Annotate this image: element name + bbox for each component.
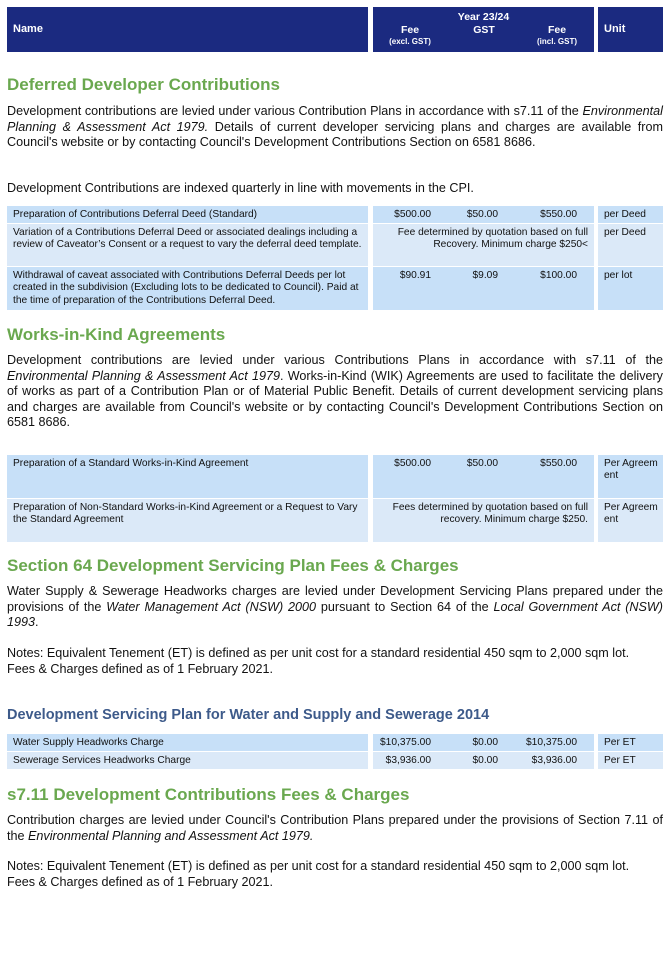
s711-p1-text-a: Contribution charges are levied under Council's Contribution Plans prepared under the provisions of Section 7.11 of the	[7, 813, 663, 843]
dsp-heading: Development Servicing Plan for Water and Supply and Sewerage 2014	[7, 707, 490, 723]
fee-incl-gst: $550.00	[540, 209, 577, 220]
table-row	[7, 206, 663, 223]
row-unit-cell	[598, 499, 663, 542]
table-row	[7, 455, 663, 498]
gst-amount: $50.00	[466, 458, 498, 469]
row-name-cell	[7, 455, 368, 498]
row-fee-cell	[373, 734, 594, 751]
s64-p1-text-c: .	[35, 615, 39, 630]
s64-p1-text-b: pursuant to Section 64 of the	[316, 599, 494, 614]
header-name-cell	[7, 7, 368, 52]
s64-notes	[7, 646, 663, 677]
row-unit: Per Agreement	[604, 458, 658, 482]
row-unit: Per ET	[604, 737, 636, 748]
s711-heading: s7.11 Development Contributions Fees & Charges	[7, 785, 410, 804]
table-row	[7, 499, 663, 542]
row-unit: Per Agreement	[604, 502, 658, 526]
s64-paragraph	[7, 584, 663, 631]
s64-p1-water-act: Water Management Act (NSW) 2000	[106, 599, 317, 614]
gst-amount: $0.00	[472, 755, 498, 766]
wik-heading: Works-in-Kind Agreements	[7, 325, 226, 344]
row-unit-cell	[598, 734, 663, 751]
wik-p1-act: Environmental Planning & Assessment Act 1979	[7, 368, 280, 383]
header-fee-excl-label: Fee	[400, 24, 420, 36]
row-name: Variation of a Contributions Deferral Deed or associated dealings including a review of Caveator’s Consent or a request to vary the deferral deed template.	[13, 227, 362, 251]
row-unit: per lot	[604, 270, 633, 281]
row-unit-cell	[598, 224, 663, 266]
row-name-cell	[7, 206, 368, 223]
row-name: Preparation of Non-Standard Works-in-Kind Agreement or a Request to Vary the Standard Agreement	[13, 502, 358, 526]
s64-et-note: Notes: Equivalent Tenement (ET) is defined as per unit cost for a standard residential 450 sqm to 2,000 sqm lot.	[7, 646, 630, 660]
table-row	[7, 734, 663, 751]
fee-excl-gst: $3,936.00	[385, 755, 431, 766]
fee-quotation-note: Fees determined by quotation based on full recovery. Minimum charge $250.	[392, 502, 588, 526]
gst-amount: $0.00	[472, 737, 498, 748]
row-name-cell	[7, 752, 368, 769]
row-unit: per Deed	[604, 209, 646, 220]
row-name-cell	[7, 499, 368, 542]
s711-fees-date: Fees & Charges defined as of 1 February 2021.	[7, 874, 274, 889]
row-name: Preparation of Contributions Deferral Deed (Standard)	[13, 209, 258, 220]
fee-excl-gst: $500.00	[394, 458, 431, 469]
ddc-p1-text-a: Development contributions are levied under various Contribution Plans in accordance with s7.11 of the	[7, 104, 583, 118]
row-unit-cell	[598, 752, 663, 769]
ddc-paragraph	[7, 104, 663, 151]
header-gst	[447, 24, 521, 36]
row-unit-cell	[598, 206, 663, 223]
header-fee-incl-sub: (incl. GST)	[537, 37, 577, 46]
s64-p1-text-a: Water Supply & Sewerage Headworks charges are levied under Development Servicing Plans prepared under the provisions of the	[7, 584, 663, 614]
header-fee-excl	[373, 24, 447, 47]
row-fee-cell	[373, 224, 594, 266]
header-year-label: Year 23/24	[457, 11, 510, 23]
fee-excl-gst: $500.00	[394, 209, 431, 220]
row-fee-cell	[373, 455, 594, 498]
table-row	[7, 224, 663, 266]
s711-et-note: Notes: Equivalent Tenement (ET) is defined as per unit cost for a standard residential 450 sqm to 2,000 sqm lot.	[7, 859, 630, 873]
ddc-indexation-note: Development Contributions are indexed quarterly in line with movements in the CPI.	[7, 181, 474, 195]
s64-p1-lg-act: Local Government Act (NSW) 1993	[7, 599, 663, 630]
fee-incl-gst: $10,375.00	[526, 737, 577, 748]
ddc-heading: Deferred Developer Contributions	[7, 75, 280, 94]
fee-incl-gst: $100.00	[540, 270, 577, 281]
gst-amount: $9.09	[472, 270, 498, 281]
ddc-p1-text-b: Details of current developer servicing plans and charges are available from Council's website or by contacting Council's Development Contributions Section on 6581 8686.	[7, 119, 663, 150]
header-name-label: Name	[13, 23, 43, 35]
row-fee-cell	[373, 499, 594, 542]
row-name-cell	[7, 224, 368, 266]
row-unit-cell	[598, 455, 663, 498]
row-name: Sewerage Services Headworks Charge	[13, 755, 191, 766]
s711-p1-act: Environmental Planning and Assessment Act 1979.	[28, 828, 314, 843]
row-fee-cell	[373, 267, 594, 310]
s711-notes	[7, 859, 663, 890]
header-fee-excl-sub: (excl. GST)	[389, 37, 431, 46]
row-name-cell	[7, 267, 368, 310]
fee-incl-gst: $3,936.00	[531, 755, 577, 766]
table-row	[7, 267, 663, 310]
wik-p1-text-a: Development contributions are levied under various Contributions Plans in accordance with s7.11 of the	[7, 353, 663, 367]
row-name: Water Supply Headworks Charge	[13, 737, 164, 748]
header-unit-label: Unit	[604, 23, 626, 35]
header-gst-label: GST	[473, 24, 495, 36]
ddc-p1-act: Environmental Planning & Assessment Act 1979.	[7, 104, 663, 134]
row-unit: per Deed	[604, 227, 646, 238]
row-unit-cell	[598, 267, 663, 310]
row-name-cell	[7, 734, 368, 751]
table-row	[7, 752, 663, 769]
row-name: Preparation of a Standard Works-in-Kind Agreement	[13, 458, 249, 469]
row-fee-cell	[373, 206, 594, 223]
fee-excl-gst: $10,375.00	[380, 737, 431, 748]
wik-p1-text-b: . Works-in-Kind (WIK) Agreements are used to facilitate the delivery of works as part of a Contribution Plan or of Material Public Benefit. Details of current development servicing plans and charges are available from Council's website or by contacting Council's Development Contributions Section on 6581 8686.	[7, 368, 663, 430]
s64-fees-date: Fees & Charges defined as of 1 February 2021.	[7, 661, 274, 676]
wik-paragraph	[7, 353, 663, 431]
header-fee-incl-label: Fee	[547, 24, 567, 36]
row-unit: Per ET	[604, 755, 636, 766]
fee-excl-gst: $90.91	[399, 270, 431, 281]
header-year-cell	[373, 7, 594, 52]
header-unit-cell	[598, 7, 663, 52]
fee-quotation-note: Fee determined by quotation based on full Recovery. Minimum charge $250<	[397, 227, 588, 251]
header-fee-incl	[520, 24, 594, 47]
row-fee-cell	[373, 752, 594, 769]
s64-heading: Section 64 Development Servicing Plan Fees & Charges	[7, 556, 459, 575]
s711-paragraph	[7, 813, 663, 844]
fee-incl-gst: $550.00	[540, 458, 577, 469]
row-name: Withdrawal of caveat associated with Contributions Deferral Deeds per lot created in the subdivision (Excluding lots to be dedicated to Council). Paid at the time of preparation of the Contributions Deferral Deed.	[13, 270, 359, 306]
gst-amount: $50.00	[466, 209, 498, 220]
